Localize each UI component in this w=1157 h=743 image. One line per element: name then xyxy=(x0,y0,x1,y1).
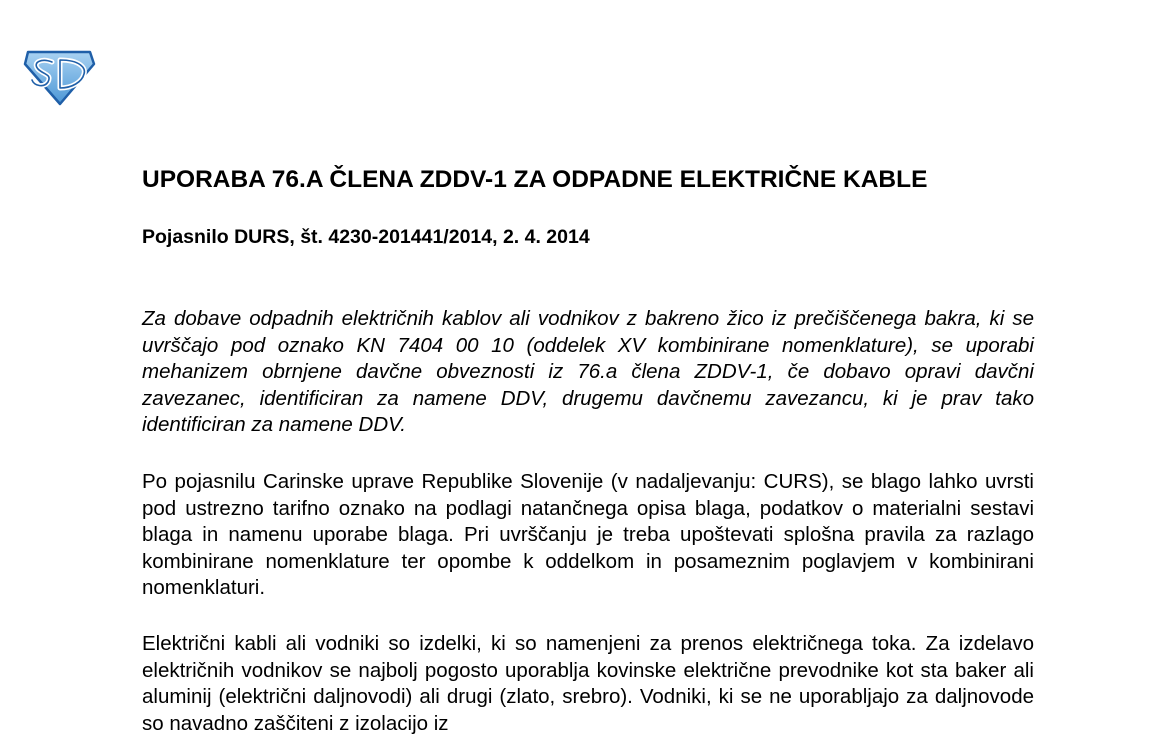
document-subtitle: Pojasnilo DURS, št. 4230-201441/2014, 2. 4. 2014 xyxy=(142,226,590,248)
company-logo-icon xyxy=(22,50,96,106)
paragraph-intro: Za dobave odpadnih električnih kablov ali vodnikov z bakreno žico iz prečiščenega bakra, ki se uvrščajo pod oznako KN 7404 00 10 (oddelek XV kombinirane nomenklature), se uporabi mehanizem obrnjene davčne obveznosti iz 76.a člena ZDDV-1, če dobavo opravi davčni zavezanec, identificiran za namene DDV, drugemu davčnemu zavezancu, ki je prav tako identificiran za namene DDV. xyxy=(142,307,1034,436)
paragraph-cables: Električni kabli ali vodniki so izdelki, ki so namenjeni za prenos električnega toka. Za izdelavo električnih vodnikov se najbolj pogosto uporablja kovinske električne prevodnike kot sta baker ali aluminij (električni daljnovodi) ali drugi (zlato, srebro). Vodniki, ki se ne uporabljajo za daljnovode so navadno zaščiteni z izolacijo iz xyxy=(142,632,1034,735)
document-title: UPORABA 76.A ČLENA ZDDV-1 ZA ODPADNE ELEKTRIČNE KABLE xyxy=(142,166,928,193)
paragraph-curs: Po pojasnilu Carinske uprave Republike Slovenije (v nadaljevanju: CURS), se blago lahko uvrsti pod ustrezno tarifno oznako na podlagi natančnega opisa blaga, podatkov o materialni sestavi blaga in namenu uporabe blaga. Pri uvrščanju je treba upoštevati splošna pravila za razlago kombinirane nomenklature ter opombe k oddelkom in posameznim poglavjem v kombinirani nomenklaturi. xyxy=(142,470,1034,599)
